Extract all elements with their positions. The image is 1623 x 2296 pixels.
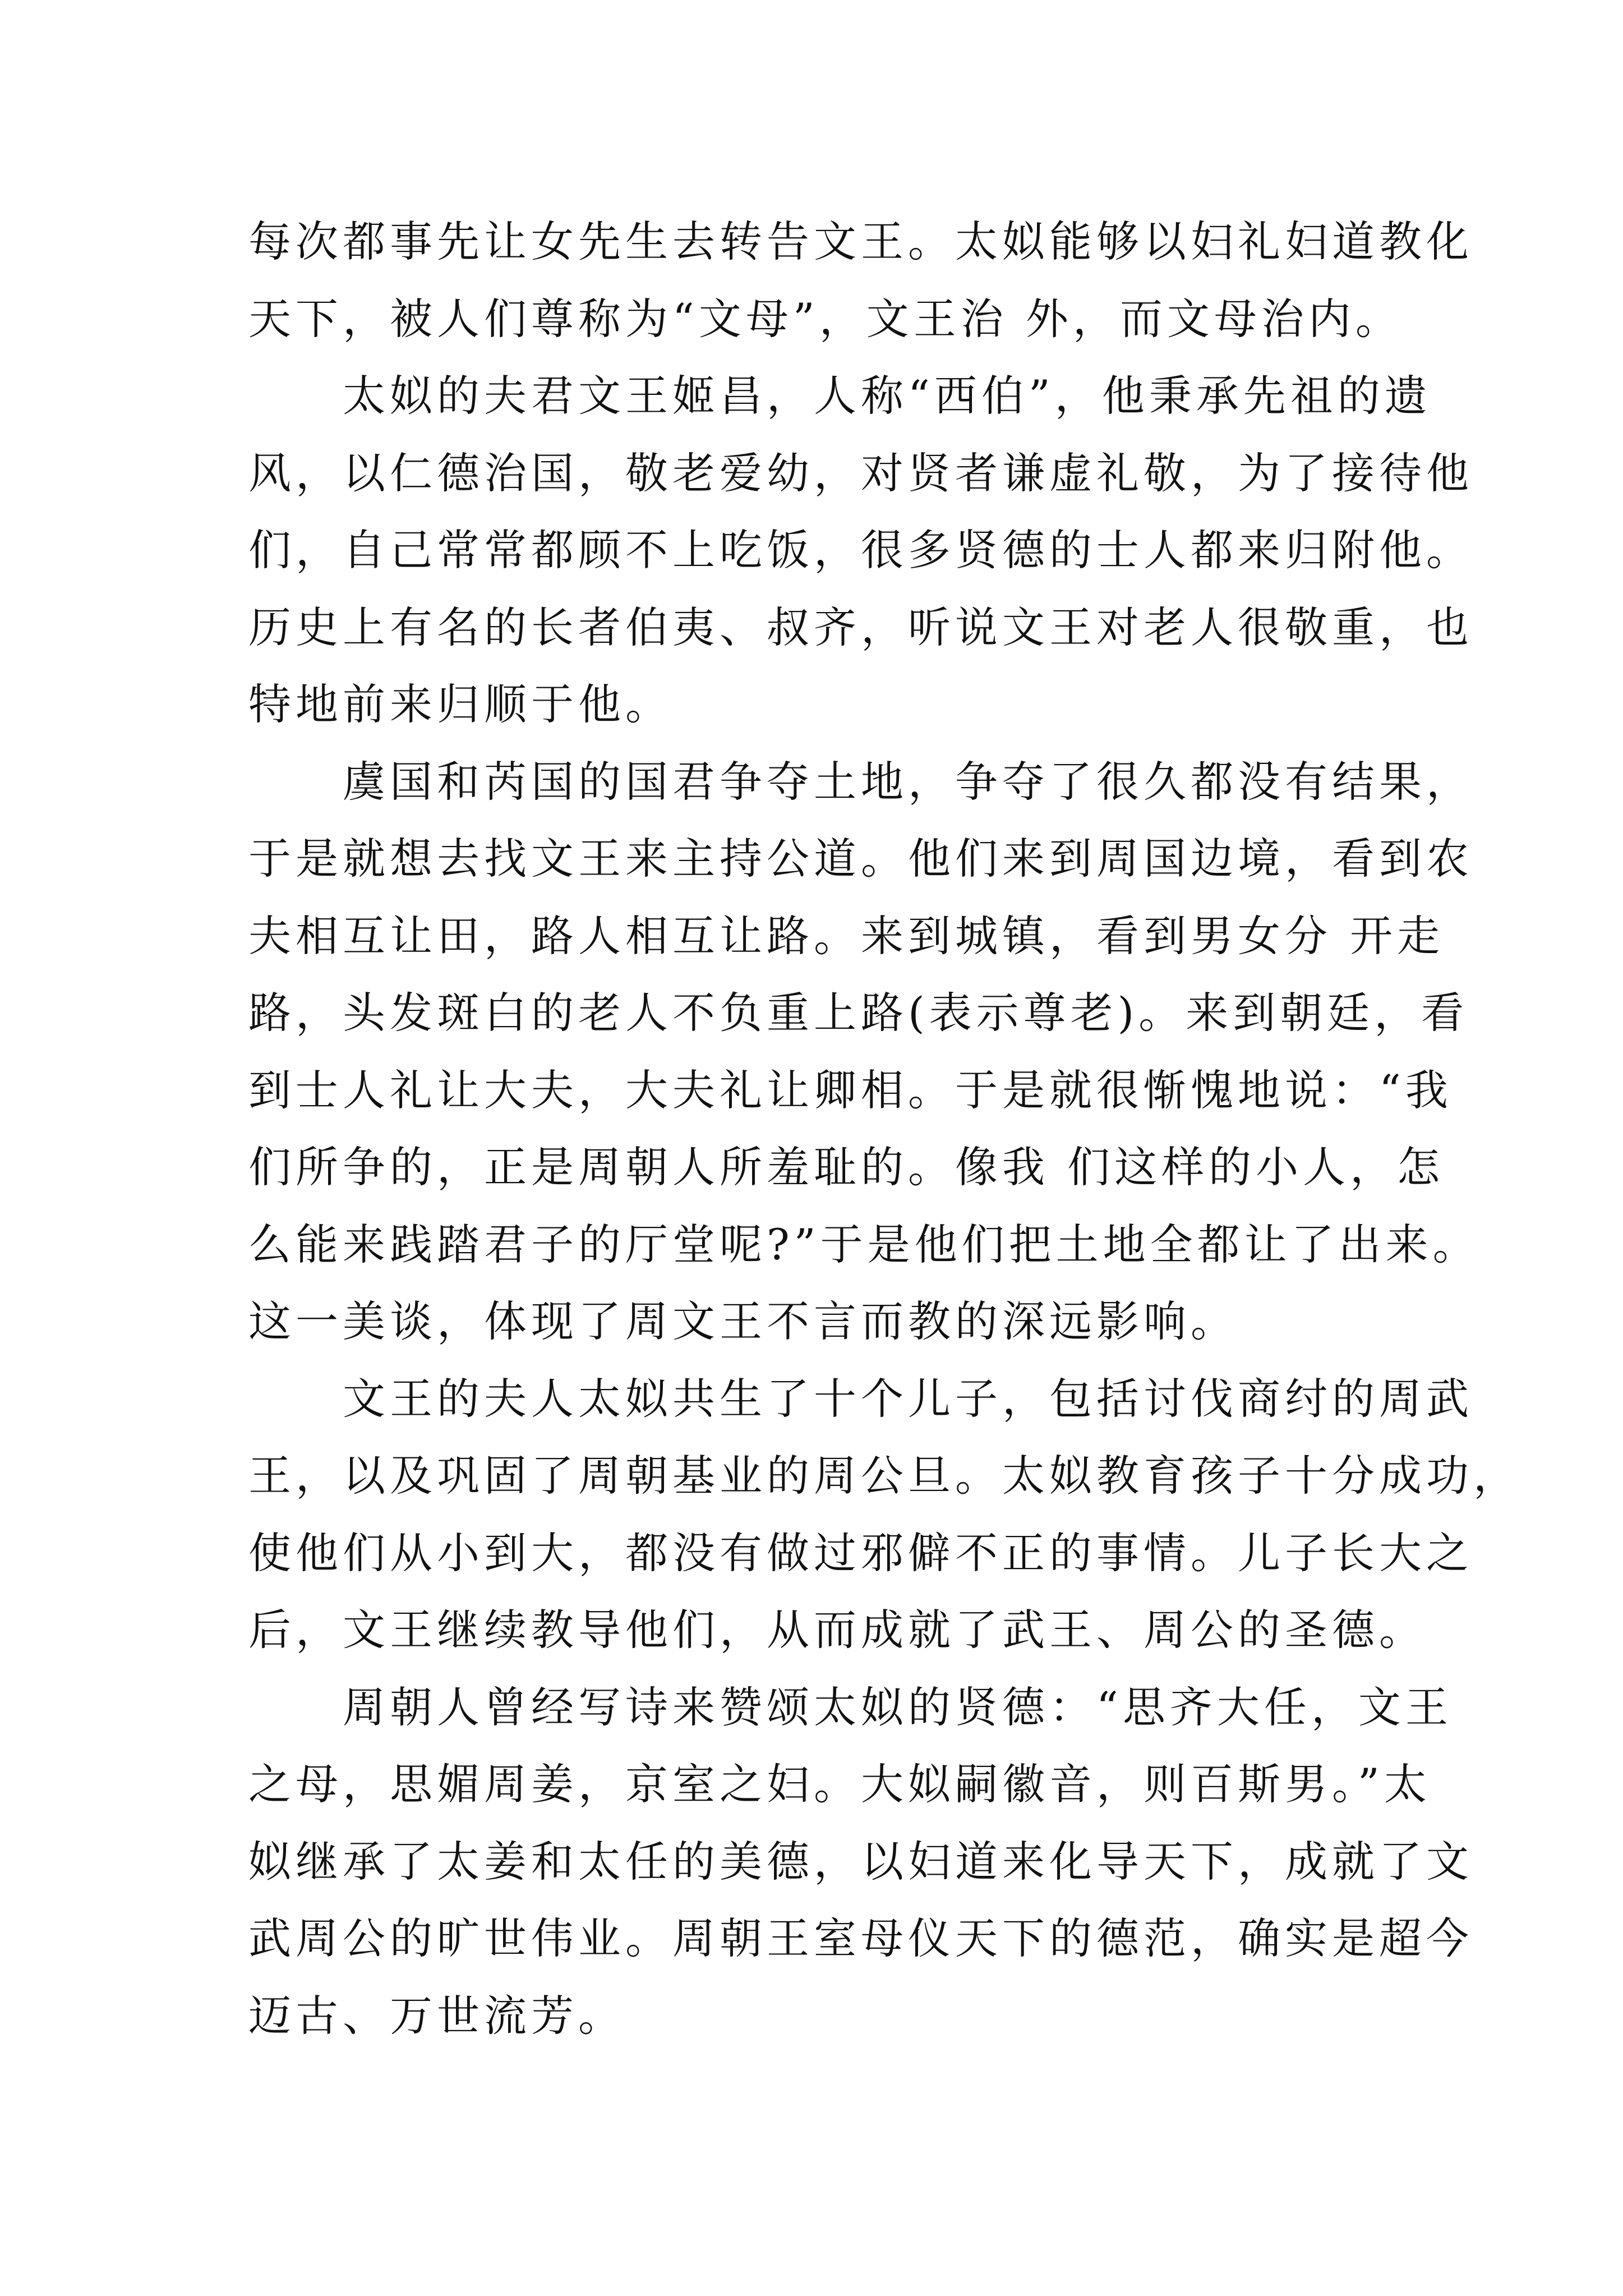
text-line: 武周公的旷世伟业。周朝王室母仪天下的德范，确实是超今 (248, 1913, 1473, 1963)
text-line: 们所争的，正是周朝人所羞耻的。像我 们这样的小人，怎 (248, 1142, 1445, 1192)
text-line: 于是就想去找文王来主持公道。他们来到周国边境，看到农 (248, 834, 1473, 884)
text-line: 路，头发斑白的老人不负重上路(表示尊老)。来到朝廷，看 (248, 988, 1469, 1038)
text-line: 夫相互让田，路人相互让路。来到城镇，看到男女分 开走 (248, 910, 1445, 961)
text-line: 之母，思媚周姜，京室之妇。大姒嗣徽音，则百斯男。”太 (248, 1759, 1431, 1809)
text-line: 天下，被人们尊称为“文母”，文王治 外，而文母治内。 (248, 293, 1403, 344)
text-line: 特地前来归顺于他。 (248, 679, 672, 729)
text-line: 这一美谈，体现了周文王不言而教的深远影响。 (248, 1296, 1238, 1346)
paragraph-first-line: 虞国和芮国的国君争夺土地，争夺了很久都没有结果， (343, 756, 1473, 807)
text-line: 到士人礼让大夫，大夫礼让卿相。于是就很惭愧地说：“我 (248, 1065, 1453, 1115)
text-line: 风，以仁德治国，敬老爱幼，对贤者谦虚礼敬，为了接待他 (248, 448, 1473, 498)
paragraph-first-line: 文王的夫人太姒共生了十个儿子，包括讨伐商纣的周武 (343, 1373, 1473, 1424)
text-line: 历史上有名的长者伯夷、叔齐，听说文王对老人很敬重，也 (248, 602, 1473, 652)
text-line: 迈古、万世流芳。 (248, 1990, 625, 2041)
paragraph-first-line: 太姒的夫君文王姬昌，人称“西伯”，他秉承先祖的遗 (343, 371, 1432, 421)
text-line: 姒继承了太姜和太任的美德，以妇道来化导天下，成就了文 (248, 1836, 1473, 1887)
text-line: 们，自己常常都顾不上吃饭，很多贤德的士人都来归附他。 (248, 525, 1473, 575)
text-line: 使他们从小到大，都没有做过邪僻不正的事情。儿子长大之 (248, 1527, 1473, 1578)
text-line: 王，以及巩固了周朝基业的周公旦。太姒教育孩子十分成功， (248, 1451, 1520, 1501)
text-line: 么能来践踏君子的厅堂呢?”于是他们把土地全都让了出来。 (248, 1219, 1480, 1269)
paragraph-first-line: 周朝人曾经写诗来赞颂太姒的贤德：“思齐大任，文王 (343, 1682, 1453, 1732)
document-body (248, 203, 1520, 2054)
text-line: 后，文王继续教导他们，从而成就了武王、周公的圣德。 (248, 1605, 1426, 1655)
text-line: 每次都事先让女先生去转告文王。太姒能够以妇礼妇道教化 (248, 217, 1473, 266)
